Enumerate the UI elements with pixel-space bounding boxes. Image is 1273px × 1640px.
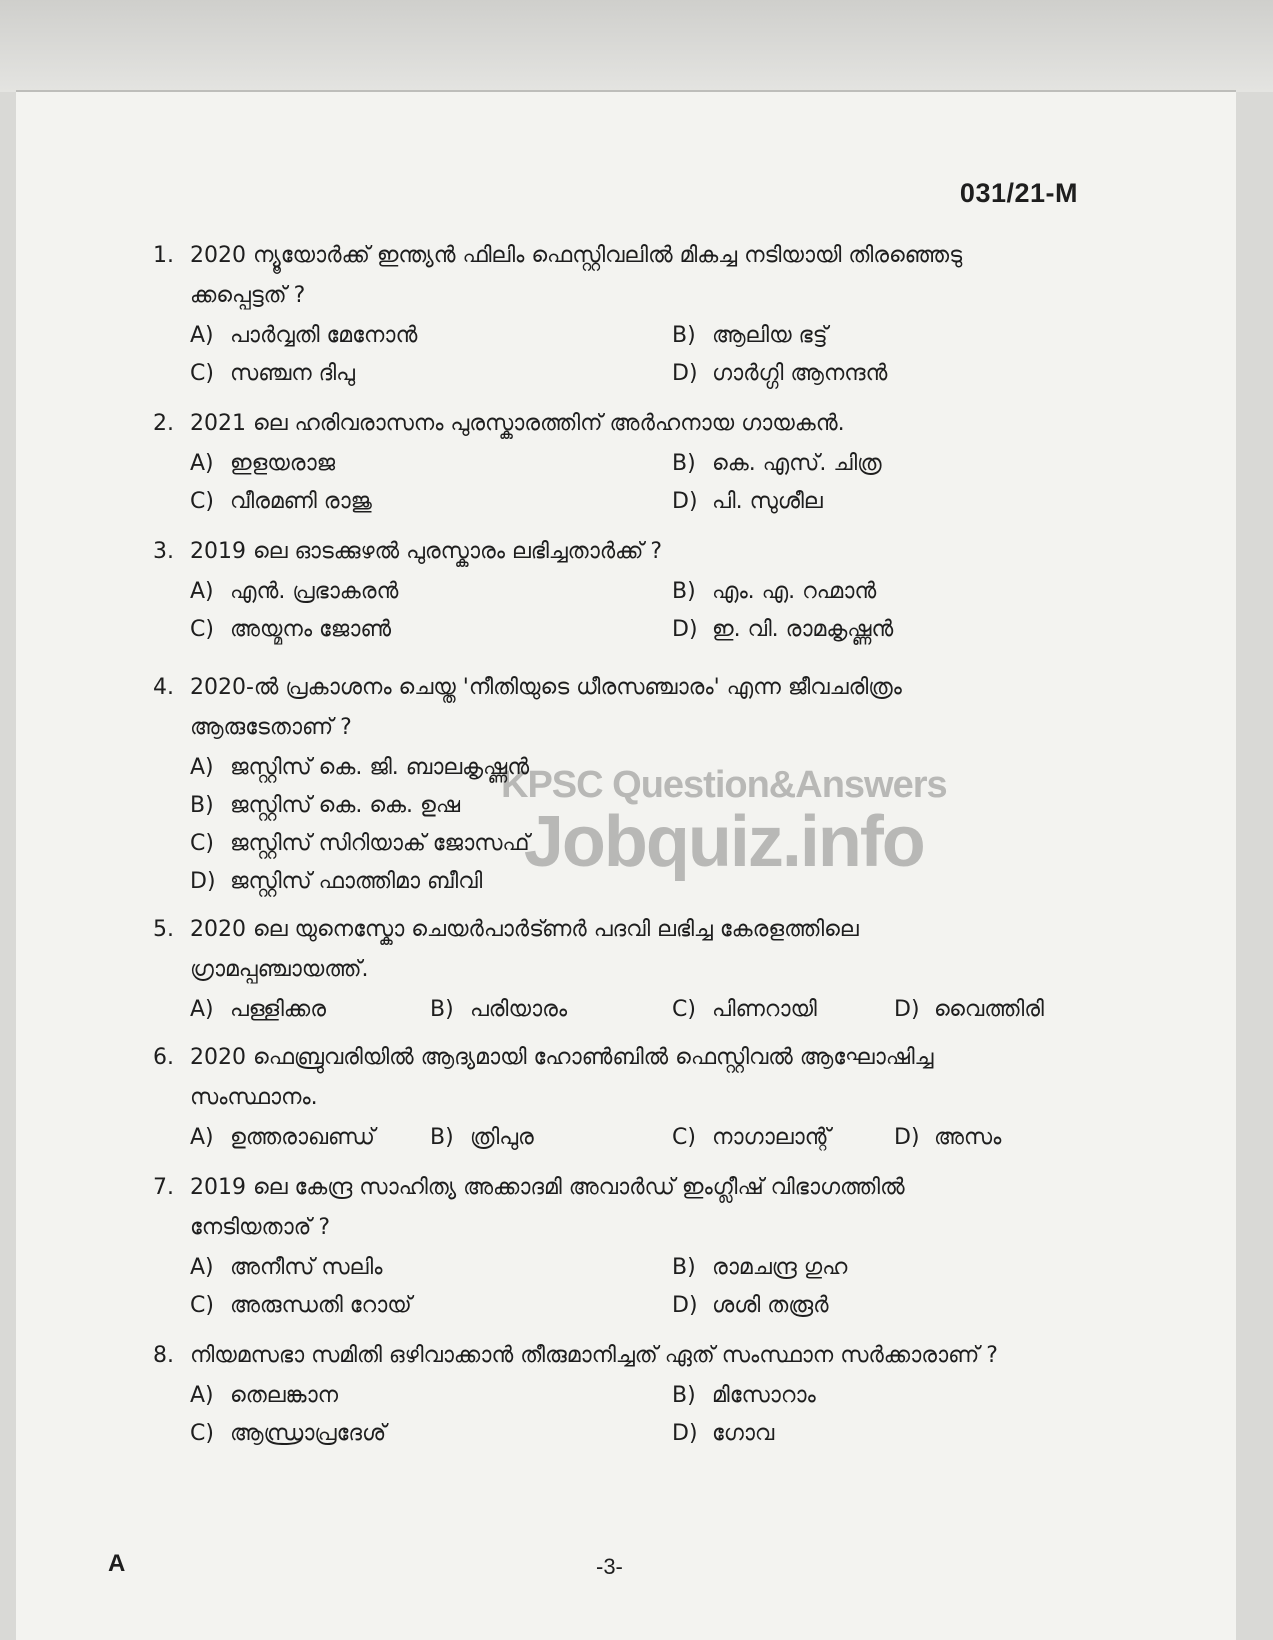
option-d: D) ഗോവ <box>672 1421 775 1446</box>
question-text-continued: സംസ്ഥാനം. <box>190 1085 318 1110</box>
option-a: A) എൻ. പ്രഭാകരൻ <box>190 579 399 604</box>
option-a: A) പാർവ്വതി മേനോൻ <box>190 323 418 348</box>
question-text: 2020-ൽ പ്രകാശനം ചെയ്ത 'നീതിയുടെ ധീരസഞ്ചാരം' എന്ന ജീവചരിത്രം <box>190 675 902 700</box>
question-7 <box>134 1168 1134 1328</box>
option-b: B) ആലിയ ഭട്ട് <box>672 323 828 348</box>
question-text-continued: ആരുടേതാണ് ? <box>190 715 352 740</box>
option-b: B) ത്രിപുര <box>430 1125 534 1150</box>
option-d: D) ഗാർഗ്ഗി ആനന്ദൻ <box>672 361 888 386</box>
option-d: D) ശശി തരൂർ <box>672 1293 829 1318</box>
option-a: A) ജസ്റ്റിസ് കെ. ജി. ബാലകൃഷ്ണൻ <box>190 755 530 780</box>
option-b: B) രാമചന്ദ്ര ഗുഹ <box>672 1255 848 1280</box>
option-a: A) പള്ളിക്കര <box>190 997 326 1022</box>
option-d: D) പി. സുശീല <box>672 489 823 514</box>
question-8 <box>134 1336 1134 1456</box>
exam-page <box>16 92 1236 1640</box>
option-c: C) അയ്മനം ജോൺ <box>190 617 392 642</box>
question-text: 2020 ന്യൂയോർക്ക് ഇന്ത്യൻ ഫിലിം ഫെസ്റ്റിവലിൽ മികച്ച നടിയായി തിരഞ്ഞെടു <box>190 243 963 268</box>
question-6 <box>134 1038 1134 1158</box>
question-number: 2. <box>153 411 174 436</box>
question-number: 6. <box>153 1045 174 1070</box>
option-c: C) ജസ്റ്റിസ് സിറിയാക് ജോസഫ് <box>190 831 530 856</box>
question-number: 3. <box>153 539 174 564</box>
question-number: 5. <box>153 917 174 942</box>
option-c: C) സഞ്ചന ദിപു <box>190 361 355 386</box>
question-2 <box>134 404 1134 524</box>
option-c: C) വീരമണി രാജു <box>190 489 372 514</box>
option-a: A) അനീസ് സലിം <box>190 1255 383 1280</box>
option-b: B) കെ. എസ്. ചിത്ര <box>672 451 882 476</box>
question-text: 2019 ലെ ഓടക്കുഴൽ പുരസ്കാരം ലഭിച്ചതാർക്ക് ? <box>190 539 663 564</box>
option-a: A) തെലങ്കാന <box>190 1383 339 1408</box>
option-b: B) ജസ്റ്റിസ് കെ. കെ. ഉഷ <box>190 793 461 818</box>
option-c: C) ആന്ധ്രാപ്രദേശ് <box>190 1421 387 1446</box>
question-text: നിയമസഭാ സമിതി ഒഴിവാക്കാൻ തീരുമാനിച്ചത് ഏത് സംസ്ഥാന സർക്കാരാണ് ? <box>190 1343 998 1368</box>
question-paper-code: 031/21-M <box>959 178 1078 208</box>
question-text-continued: നേടിയതാര് ? <box>190 1215 331 1240</box>
watermark-line2: Jobquiz.info <box>523 802 924 882</box>
question-text: 2019 ലെ കേന്ദ്ര സാഹിത്യ അക്കാദമി അവാർഡ് ഇംഗ്ലീഷ് വിഭാഗത്തിൽ <box>190 1175 905 1200</box>
option-a: A) ഇളയരാജ <box>190 451 336 476</box>
scan-background <box>0 0 1273 92</box>
option-d: D) ജസ്റ്റിസ് ഫാത്തിമാ ബീവി <box>190 869 483 894</box>
booklet-series-letter: A <box>108 1550 126 1577</box>
question-number: 1. <box>153 243 174 268</box>
question-text: 2020 ലെ യുനെസ്കോ ചെയർപാർട്ണർ പദവി ലഭിച്ച കേരളത്തിലെ <box>190 917 859 942</box>
question-number: 8. <box>153 1343 174 1368</box>
page-number: -3- <box>596 1554 623 1579</box>
option-b: B) മിസോറാം <box>672 1383 816 1408</box>
option-b: B) എം. എ. റഹ്മാൻ <box>672 579 877 604</box>
question-number: 4. <box>153 675 174 700</box>
option-c: C) അരുന്ധതി റോയ് <box>190 1293 412 1318</box>
question-text-continued: ക്കപ്പെട്ടത് ? <box>190 283 306 308</box>
option-d: D) വൈത്തിരി <box>894 997 1044 1022</box>
question-3 <box>134 532 1134 652</box>
question-text: 2021 ലെ ഹരിവരാസനം പുരസ്കാരത്തിന് അർഹനായ ഗായകൻ. <box>190 411 845 436</box>
option-c: C) പിണറായി <box>672 997 817 1022</box>
question-1 <box>134 236 1134 396</box>
question-text-continued: ഗ്രാമപ്പഞ്ചായത്ത്. <box>190 957 369 982</box>
watermark-line1: KPSC Question&Answers <box>501 764 947 806</box>
option-d: D) ഇ. വി. രാമകൃഷ്ണൻ <box>672 617 894 642</box>
question-number: 7. <box>153 1175 174 1200</box>
option-d: D) അസം <box>894 1125 1002 1150</box>
option-c: C) നാഗാലാന്റ് <box>672 1125 831 1150</box>
question-text: 2020 ഫെബ്രുവരിയിൽ ആദ്യമായി ഹോൺബിൽ ഫെസ്റ്റിവൽ ആഘോഷിച്ച <box>190 1045 934 1070</box>
question-4 <box>134 668 1134 908</box>
option-a: A) ഉത്തരാഖണ്ഡ് <box>190 1125 376 1150</box>
question-5 <box>134 910 1134 1030</box>
option-b: B) പരിയാരം <box>430 997 568 1022</box>
